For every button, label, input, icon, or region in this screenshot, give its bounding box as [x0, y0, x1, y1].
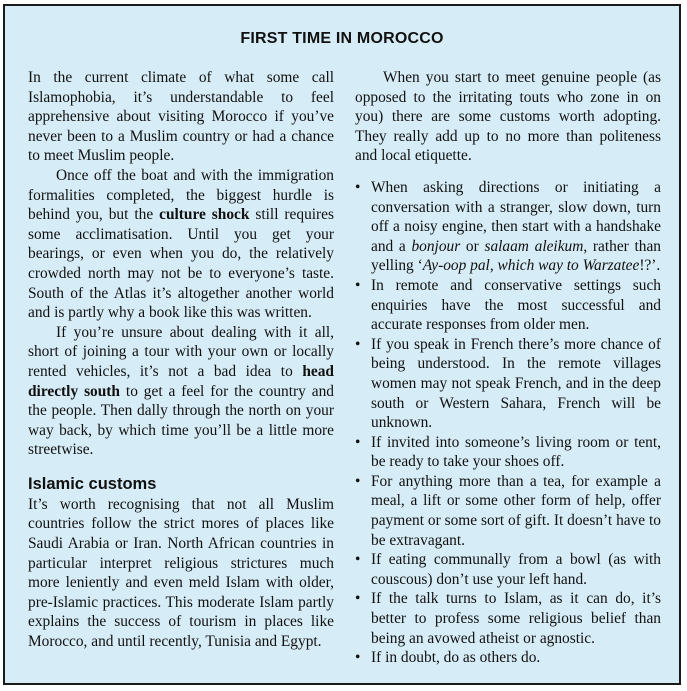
- paragraph-head-south: If you’re unsure about dealing with it all, short of joining a tour with your own or locally rented vehicles, it’s not a bad idea to head directly south to get a feel for the country and the people. Then dally through the north on your way back, by which time you’ll be a little more streetwise.: [28, 323, 334, 459]
- left-column: [28, 68, 334, 652]
- customs-list: [355, 178, 661, 668]
- emphasis-head-south: head directly south: [28, 362, 334, 400]
- paragraph-islamic-customs: It’s worth recognising that not all Muslim countries follow the strict mores of places like Saudi Arabia or Iran. North African countries in particular interpret religious strictures much more leniently and even meld Islam with older, pre-Islamic practices. This moderate Islam partly explains the success of tourism in places like Morocco, and until recently, Tunisia and Egypt.: [28, 495, 334, 651]
- bullet-icon: •: [355, 590, 361, 608]
- bullet-icon: •: [355, 551, 361, 569]
- paragraph-intro: In the current climate of what some call Islamophobia, it’s understandable to feel apprehensive about visiting Morocco if you’ve never been to a Muslim country or had a chance to meet Muslim people.: [28, 69, 334, 165]
- list-item: • If invited into someone’s living room or tent, be ready to take your shoes off.: [355, 433, 661, 471]
- bullet-icon: •: [355, 178, 361, 196]
- list-item: • If in doubt, do as others do.: [355, 649, 541, 667]
- bullet-icon: •: [355, 472, 361, 490]
- bullet-icon: •: [355, 335, 361, 353]
- bullet-icon: •: [355, 433, 361, 451]
- section-heading-islamic-customs: Islamic customs: [28, 474, 157, 493]
- list-item: • In remote and conservative settings such enquiries have the most successful and accurate responses from older men.: [355, 276, 661, 334]
- right-column: [355, 68, 661, 668]
- list-item: • If eating communally from a bowl (as with couscous) don’t use your left hand.: [355, 551, 661, 588]
- paragraph-culture-shock: Once off the boat and with the immigration formalities completed, the biggest hurdle is behind you, but the culture shock still requires some acclimatisation. Until you get your bearings, or even when you do, the relatively crowded north may not be to everyone’s taste. South of the Atlas it’s altogether another world and is partly why a book like this was written.: [28, 166, 335, 322]
- info-box: [3, 4, 681, 685]
- list-item: • If the talk turns to Islam, as it can do, it’s better to profess some religious belief than being an avowed atheist or agnostic.: [355, 590, 661, 647]
- paragraph-customs-intro: When you start to meet genuine people (as opposed to the irritating touts who zone in on you) there are some customs worth adopting. They really add up to no more than politeness and local etiquette.: [355, 69, 661, 165]
- box-title: FIRST TIME IN MOROCCO: [240, 30, 444, 47]
- emphasis-culture-shock: culture shock: [159, 206, 250, 224]
- bullet-icon: •: [355, 276, 361, 294]
- list-item: • For anything more than a tea, for example a meal, a lift or some other form of help, offer payment or some sort of gift. It doesn’t have to be extravagant.: [355, 472, 661, 549]
- list-item: • When asking directions or initiating a conversation with a stranger, slow down, turn off a noisy engine, then start with a handshake and a bonjour or salaam aleikum, rather than yelling ‘Ay-oop pal, which way to Warzatee!?’.: [355, 178, 661, 275]
- bullet-icon: •: [355, 649, 361, 667]
- list-item: • If you speak in French there’s more chance of being understood. In the remote villages women may not speak French, and in the deep south or Western Sahara, French will be unknown.: [355, 335, 661, 432]
